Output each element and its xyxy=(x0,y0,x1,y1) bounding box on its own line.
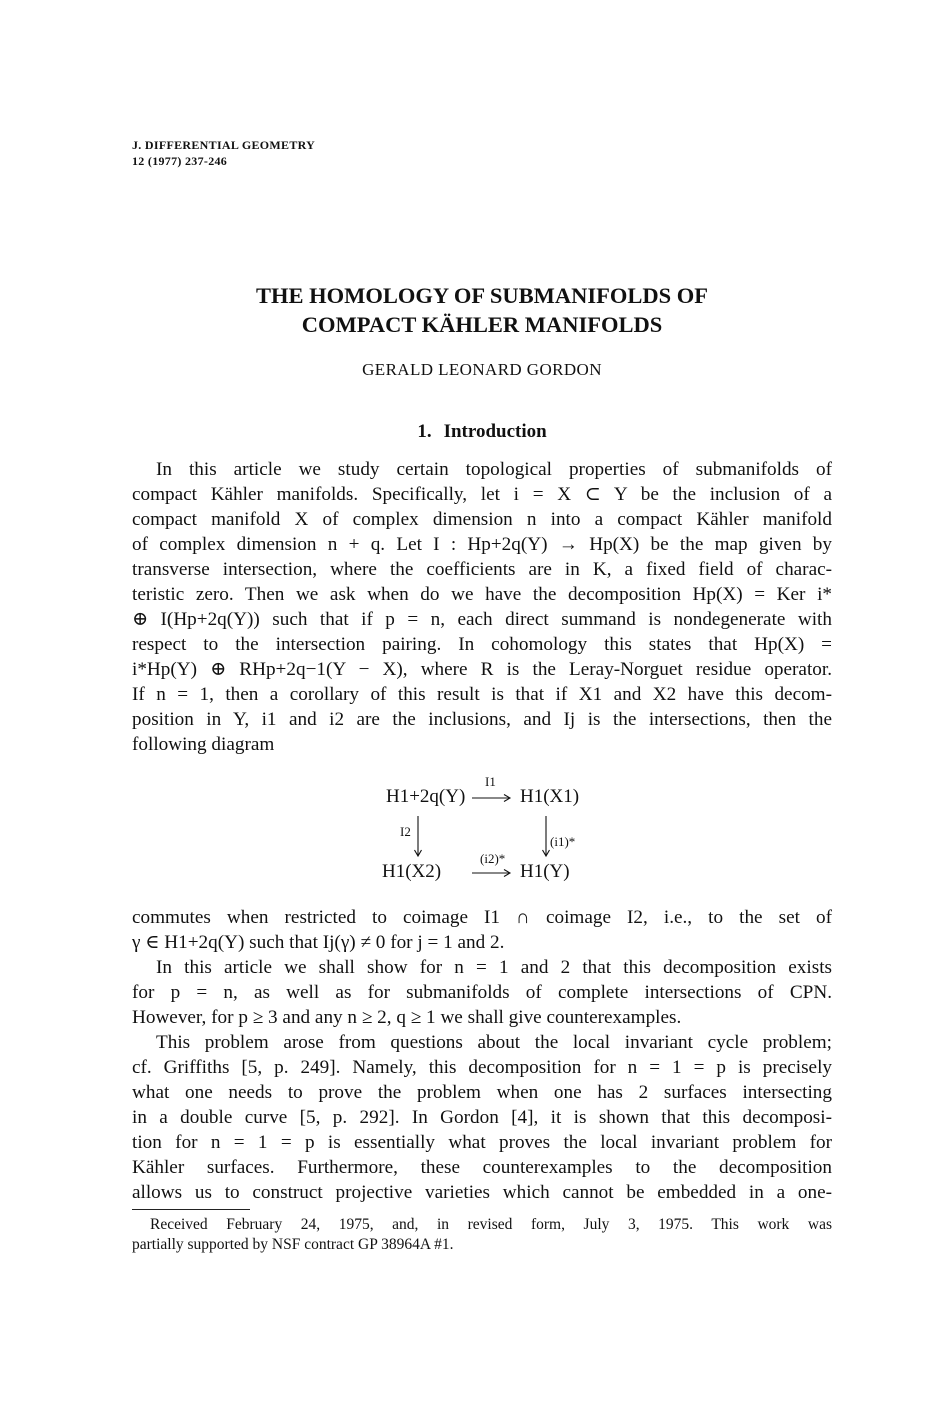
text-line: ⊕ I(Hp+2q(Y)) such that if p = n, each direct summand is nondegenerate with xyxy=(132,609,832,630)
text-line: In this article we study certain topological properties of submanifolds of xyxy=(156,459,832,480)
paper-title xyxy=(132,281,832,339)
journal-name: J. DIFFERENTIAL GEOMETRY xyxy=(132,138,316,152)
text-line: tion for n = 1 = p is essentially what proves the local invariant problem for xyxy=(132,1132,832,1153)
text-line: of complex dimension n + q. Let I : Hp+2q(Y) → Hp(X) be the map given by xyxy=(132,534,832,555)
footnote xyxy=(132,1215,832,1255)
text-line: i*Hp(Y) ⊕ RHp+2q−1(Y − X), where R is the Leray-Norguet residue operator. xyxy=(132,659,832,680)
title-line-1: THE HOMOLOGY OF SUBMANIFOLDS OF xyxy=(255,283,709,308)
footnote-rule xyxy=(132,1209,250,1210)
text-line: Kähler surfaces. Furthermore, these counterexamples to the decomposition xyxy=(132,1157,832,1178)
diagram-node-top-left: H1+2q(Y) xyxy=(386,786,466,807)
diagram-label-left: I2 xyxy=(400,824,411,839)
text-line: respect to the intersection pairing. In cohomology this states that Hp(X) = xyxy=(132,634,832,655)
footnote-line: partially supported by NSF contract GP 38964A #1. xyxy=(132,1236,454,1253)
diagram-arrows xyxy=(370,772,600,892)
author: GERALD LEONARD GORDON xyxy=(362,360,602,379)
diagram-node-bottom-right: H1(Y) xyxy=(520,861,570,882)
text-line: teristic zero. Then we ask when do we have the decomposition Hp(X) = Ker i* xyxy=(132,584,832,605)
text-line: γ ∈ H1+2q(Y) such that Ij(γ) ≠ 0 for j = 1 and 2. xyxy=(132,932,505,953)
after-diagram-paragraph xyxy=(132,905,832,1205)
text-line: position in Y, i1 and i2 are the inclusions, and Ij is the intersections, then the xyxy=(132,709,832,730)
diagram-label-right: (i1)* xyxy=(550,834,576,849)
diagram-label-bottom: (i2)* xyxy=(480,851,506,866)
intro-paragraph xyxy=(132,457,832,757)
section-title: Introduction xyxy=(443,421,547,442)
journal-volume: 12 (1977) 237-246 xyxy=(132,154,228,168)
text-line: compact manifold X of complex dimension n into a compact Kähler manifold xyxy=(132,509,832,530)
diagram-label-top: I1 xyxy=(485,774,496,789)
text-line: cf. Griffiths [5, p. 249]. Namely, this decomposition for n = 1 = p is precisely xyxy=(132,1057,832,1078)
text-line: transverse intersection, where the coefficients are in K, a fixed field of charac- xyxy=(132,559,832,580)
section-heading xyxy=(132,421,832,443)
text-line: in a double curve [5, p. 292]. In Gordon [4], it is shown that this decomposi- xyxy=(132,1107,832,1128)
section-number: 1. xyxy=(417,421,432,442)
title-line-2: COMPACT KÄHLER MANIFOLDS xyxy=(301,312,663,337)
text-line: In this article we shall show for n = 1 and 2 that this decomposition exists xyxy=(156,957,832,978)
text-line: commutes when restricted to coimage I1 ∩ coimage I2, i.e., to the set of xyxy=(132,907,832,928)
text-line: If n = 1, then a corollary of this result is that if X1 and X2 have this decom- xyxy=(132,684,832,705)
text-line: following diagram xyxy=(132,734,275,755)
footnote-line: Received February 24, 1975, and, in revised form, July 3, 1975. This work was xyxy=(150,1216,832,1233)
diagram-node-bottom-left: H1(X2) xyxy=(382,861,442,882)
diagram-node-top-right: H1(X1) xyxy=(520,786,580,807)
commutative-diagram xyxy=(370,772,600,892)
text-line: This problem arose from questions about the local invariant cycle problem; xyxy=(156,1032,832,1053)
journal-header xyxy=(132,137,315,169)
text-line: allows us to construct projective varieties which cannot be embedded in a one- xyxy=(132,1182,832,1203)
text-line: However, for p ≥ 3 and any n ≥ 2, q ≥ 1 we shall give counterexamples. xyxy=(132,1007,682,1028)
text-line: compact Kähler manifolds. Specifically, let i = X ⊂ Y be the inclusion of a xyxy=(132,484,832,505)
text-line: what one needs to prove the problem when one has 2 surfaces intersecting xyxy=(132,1082,832,1103)
text-line: for p = n, as well as for submanifolds of complete intersections of CPN. xyxy=(132,982,832,1003)
